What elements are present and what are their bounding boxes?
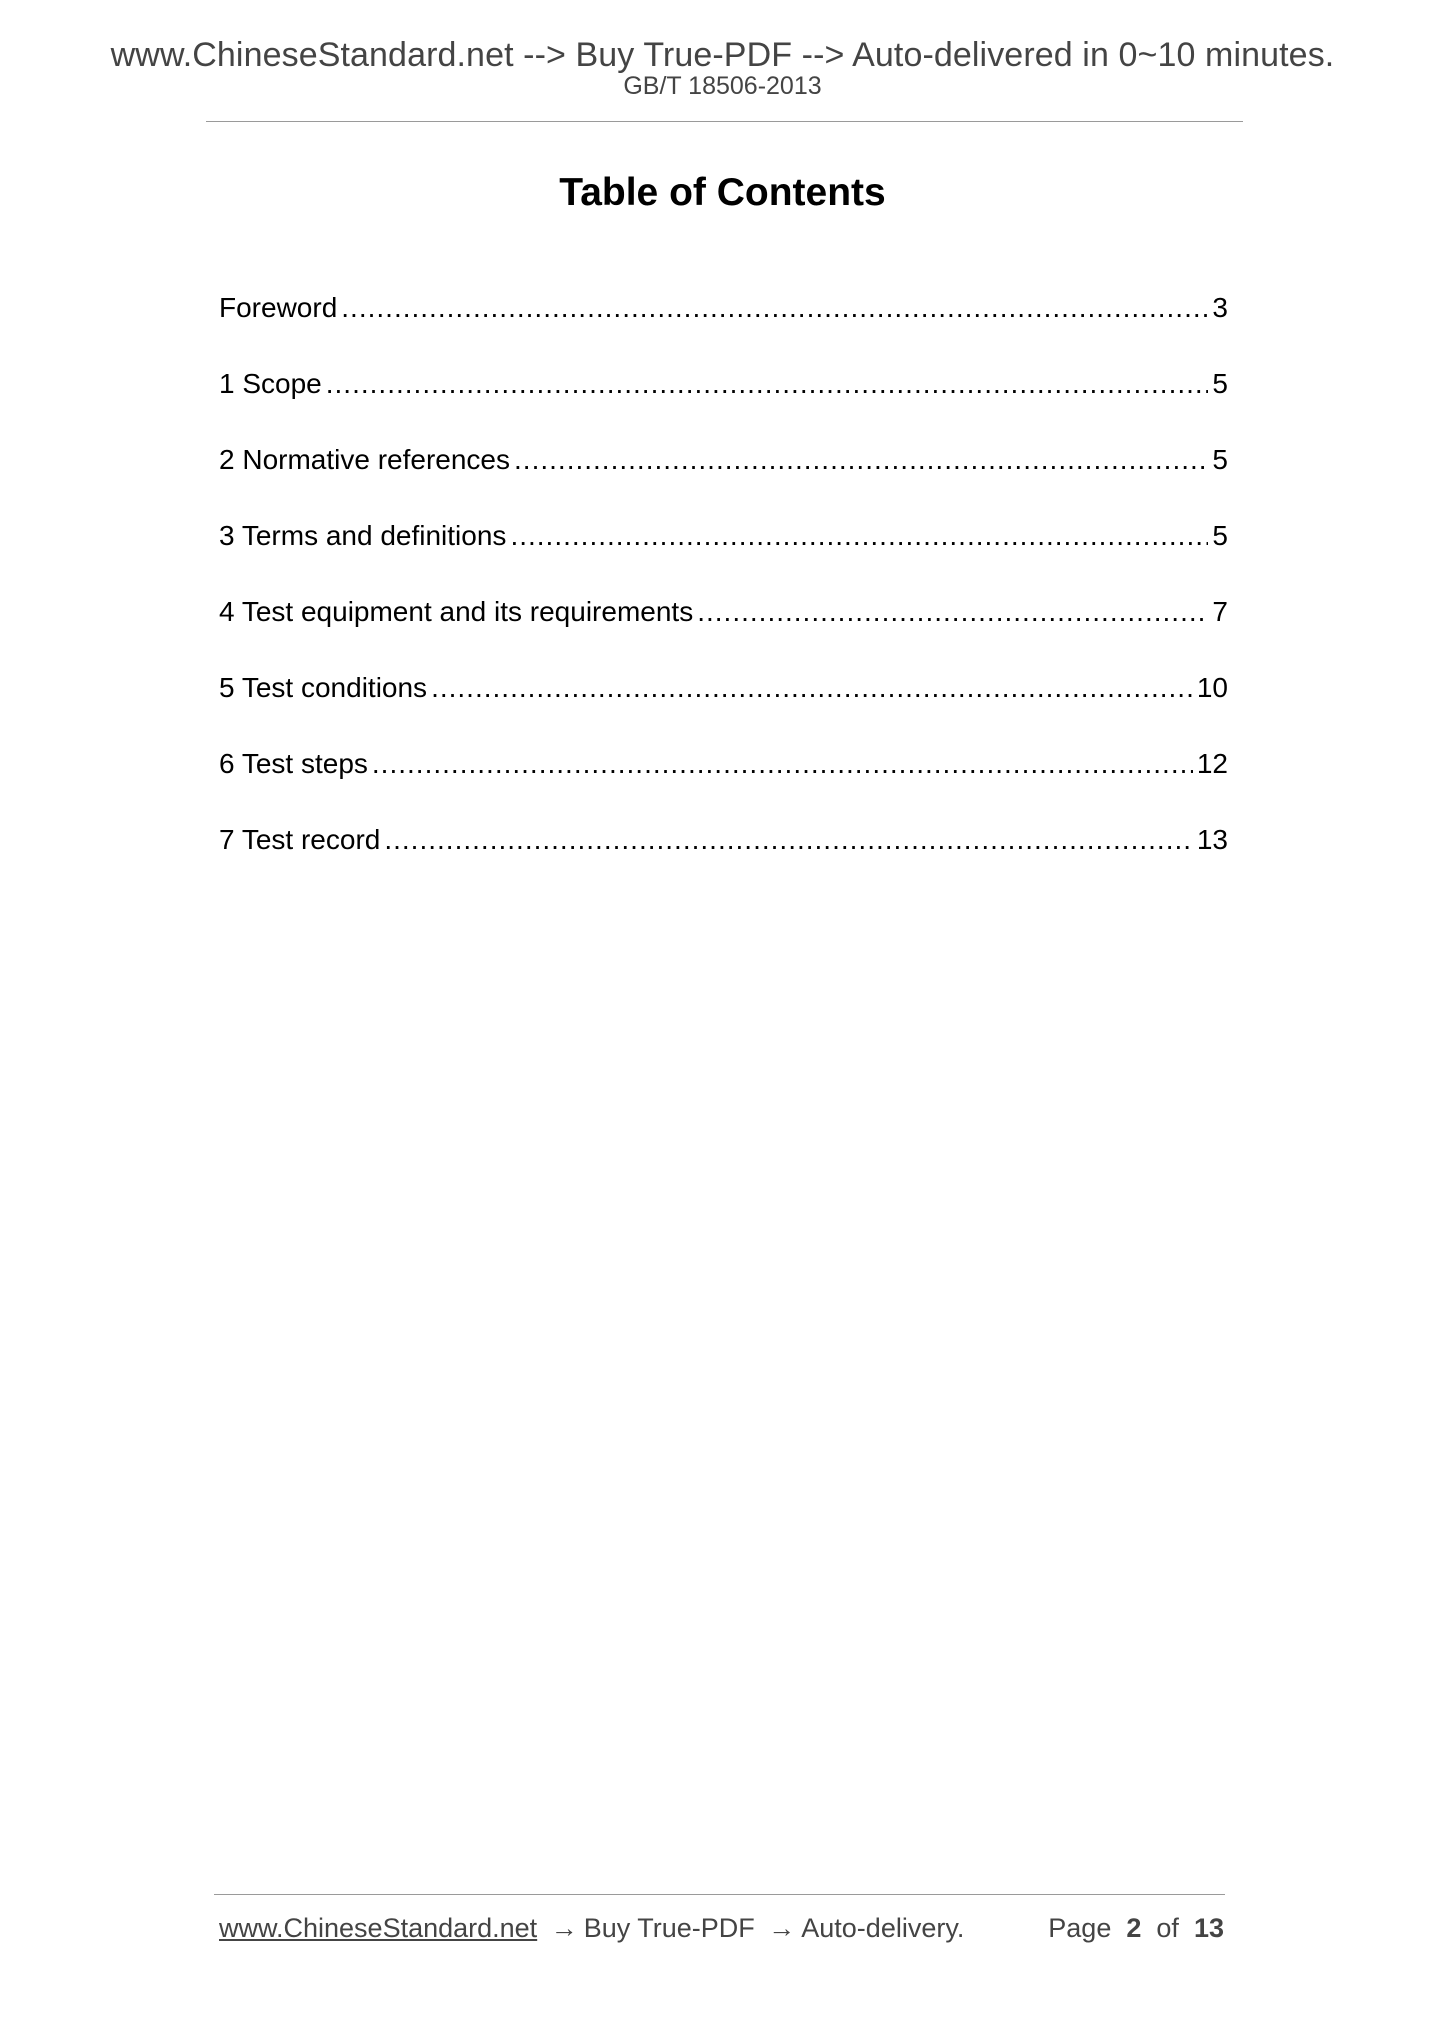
toc-entry-test-equipment[interactable]: [219, 594, 1228, 670]
toc-entry-label: Foreword: [219, 292, 338, 323]
toc-entry-page: 3: [1212, 292, 1228, 323]
toc-entry-label: 4 Test equipment and its requirements: [219, 596, 694, 627]
toc-dot-leader: [372, 746, 1193, 782]
toc-entry-label: 6 Test steps: [219, 748, 368, 779]
toc-entry-page: 12: [1196, 748, 1228, 779]
toc-entry-label: 7 Test record: [219, 824, 381, 855]
footer-promo: [219, 1915, 964, 1942]
page-word: Page: [1048, 1913, 1112, 1943]
toc-entry-label: 5 Test conditions: [219, 672, 428, 703]
header-divider: [206, 121, 1243, 122]
toc-entry-page: 7: [1212, 596, 1228, 627]
footer-site-link[interactable]: www.ChineseStandard.net: [219, 1913, 538, 1943]
toc-entry-test-conditions[interactable]: [219, 670, 1228, 746]
toc-entry-label: 1 Scope: [219, 368, 322, 399]
toc-entry-label: 2 Normative references: [219, 444, 511, 475]
toc-dot-leader: [431, 670, 1193, 706]
of-word: of: [1156, 1913, 1179, 1943]
current-page: 2: [1126, 1913, 1142, 1943]
footer-buy-text: Buy True-PDF: [583, 1913, 755, 1943]
toc-entry-foreword[interactable]: [219, 290, 1228, 366]
footer-delivery-text: Auto-delivery.: [801, 1913, 965, 1943]
standard-code: GB/T 18506-2013: [623, 72, 822, 100]
toc-entry-page: 5: [1212, 444, 1228, 475]
toc-entry-scope[interactable]: [219, 366, 1228, 442]
page-number: [1048, 1915, 1224, 1942]
toc-title: Table of Contents: [559, 171, 886, 214]
toc-list: [219, 290, 1228, 898]
toc-entry-test-steps[interactable]: [219, 746, 1228, 822]
toc-entry-page: 13: [1196, 824, 1228, 855]
toc-entry-terms-definitions[interactable]: [219, 518, 1228, 594]
arrow-right-icon: →: [768, 1913, 796, 1943]
toc-dot-leader: [384, 822, 1193, 858]
toc-entry-page: 10: [1196, 672, 1228, 703]
toc-dot-leader: [510, 518, 1208, 554]
site-banner: www.ChineseStandard.net --> Buy True-PDF --> Auto-delivered in 0~10 minutes.: [110, 36, 1335, 74]
toc-entry-page: 5: [1212, 520, 1228, 551]
arrow-right-icon: →: [550, 1913, 578, 1943]
toc-entry-page: 5: [1212, 368, 1228, 399]
total-pages: 13: [1193, 1913, 1224, 1943]
toc-entry-normative-references[interactable]: [219, 442, 1228, 518]
toc-entry-label: 3 Terms and definitions: [219, 520, 507, 551]
toc-entry-test-record[interactable]: [219, 822, 1228, 898]
toc-dot-leader: [341, 290, 1208, 326]
footer-divider: [214, 1894, 1225, 1895]
toc-dot-leader: [326, 366, 1209, 402]
toc-dot-leader: [697, 594, 1208, 630]
toc-dot-leader: [514, 442, 1208, 478]
